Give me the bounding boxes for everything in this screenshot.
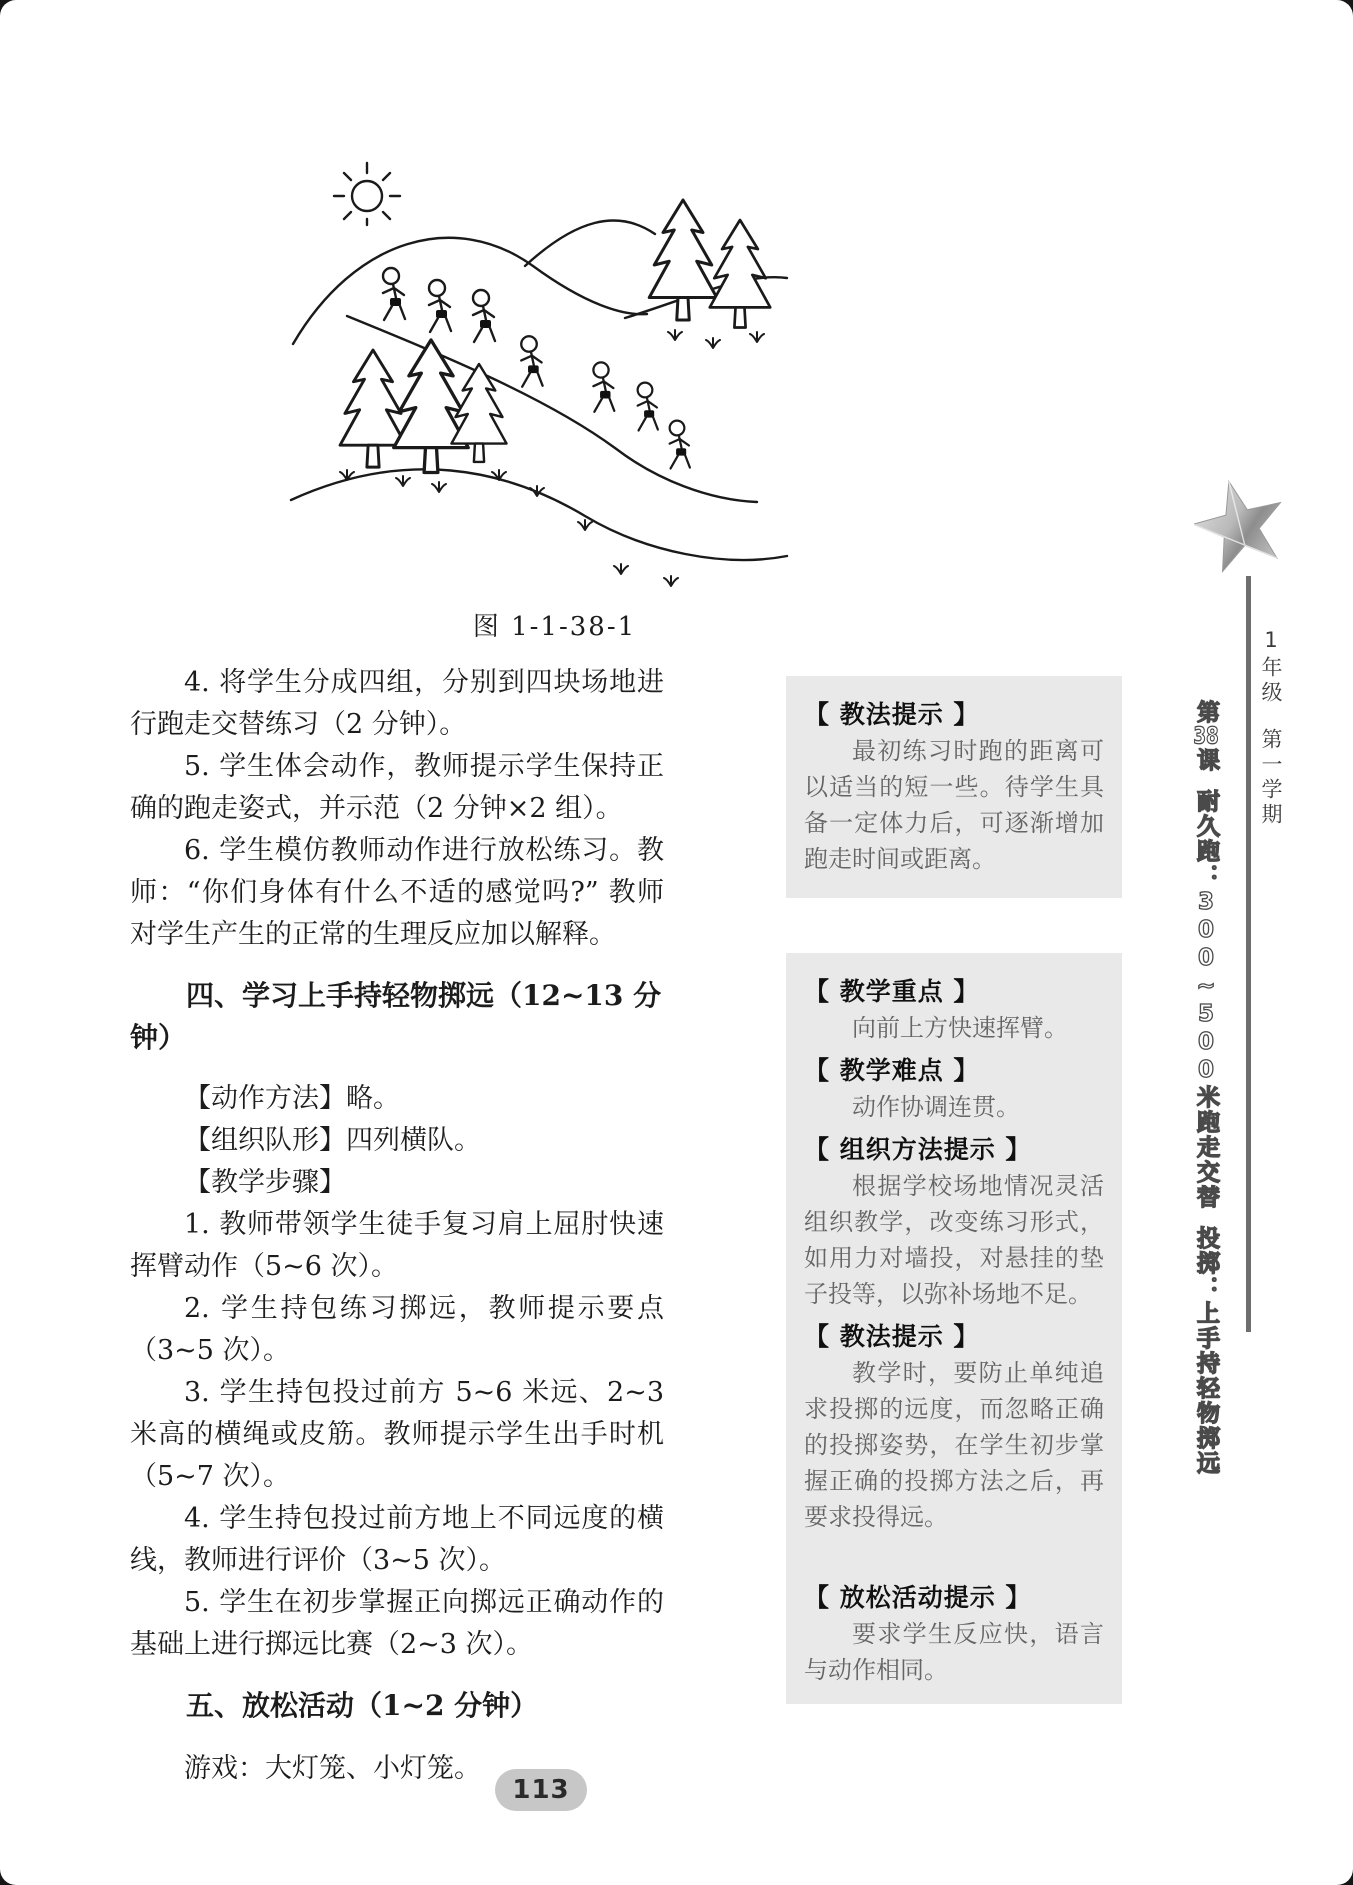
grade-label: 1年级 — [1259, 628, 1283, 706]
tip-heading: 【 组织方法提示 】 — [804, 1135, 1032, 1164]
tip-heading: 【 教法提示 】 — [804, 1322, 980, 1351]
lesson-title-seg: 课 — [1193, 748, 1219, 773]
figure-caption: 图 1-1-38-1 — [472, 612, 637, 642]
step-item: 2. 学生持包练习掷远，教师提示要点（3~5 次）。 — [130, 1293, 664, 1366]
lesson-number: 38 — [1193, 725, 1219, 748]
step-item: 5. 学生在初步掌握正向掷远正确动作的基础上进行掷远比赛（2~3 次）。 — [130, 1587, 664, 1660]
step-item: 3. 学生持包投过前方 5~6 米远、2~3 米高的横绳或皮筋。教师提示学生出手时机（5~7 次）。 — [130, 1377, 664, 1492]
label-line: 【教学步骤】 — [184, 1167, 346, 1198]
step-item: 5. 学生体会动作，教师提示学生保持正确的跑走姿式，并示范（2 分钟×2 组）。 — [130, 751, 664, 824]
lesson-title-seg: 投掷：上手持轻物掷远 — [1193, 1226, 1219, 1476]
lesson-title-vertical — [1190, 700, 1223, 1476]
page-number-badge — [495, 1769, 587, 1811]
game-line: 游戏：大灯笼、小灯笼。 — [184, 1753, 481, 1784]
lesson-title-seg: 米跑走交替 — [1193, 1085, 1219, 1210]
lesson-title-seg: ~ — [1193, 973, 1219, 1001]
tip-body: 根据学校场地情况灵活组织教学，改变练习形式，如用力对墙投，对悬挂的垫子投等，以弥补场地不足。 — [804, 1172, 1104, 1308]
tip-body: 动作协调连贯。 — [852, 1093, 1020, 1121]
step-item: 1. 教师带领学生徒手复习肩上屈肘快速挥臂动作（5~6 次）。 — [130, 1209, 664, 1282]
lesson-title-seg: 第 — [1193, 700, 1219, 725]
spine-divider-line — [1246, 576, 1251, 1332]
semester-label: 第一学期 — [1259, 728, 1283, 828]
tip-box-key-points — [786, 953, 1122, 1704]
main-text-column — [130, 662, 664, 1790]
foreground-slope-line — [291, 469, 787, 560]
tip-heading: 【 放松活动提示 】 — [804, 1583, 1032, 1612]
step-item: 4. 学生持包投过前方地上不同远度的横线，教师进行评价（3~5 次）。 — [130, 1503, 664, 1576]
lesson-title-seg: 500 — [1193, 1001, 1219, 1085]
tip-body: 向前上方快速挥臂。 — [852, 1014, 1068, 1042]
figure-illustration — [285, 148, 790, 600]
star-icon — [1194, 474, 1286, 578]
tip-body: 要求学生反应快，语言与动作相同。 — [804, 1620, 1104, 1684]
lesson-title-seg: 300 — [1193, 889, 1219, 973]
sun-icon — [334, 163, 400, 225]
running-scene-drawing — [285, 148, 790, 598]
tip-heading: 【 教法提示 】 — [804, 700, 980, 729]
page-number: 113 — [512, 1775, 570, 1805]
tip-body: 教学时，要防止单纯追求投掷的远度，而忽略正确的投掷姿势，在学生初步掌握正确的投掷方法之后，再要求投得远。 — [804, 1359, 1104, 1531]
tip-box-teaching-method — [786, 676, 1122, 898]
lesson-title-seg: 耐久跑： — [1193, 789, 1219, 889]
tip-body: 最初练习时跑的距离可以适当的短一些。待学生具备一定体力后，可逐渐增加跑走时间或距离。 — [804, 737, 1104, 873]
hill-line — [293, 238, 647, 344]
step-item: 4. 将学生分成四组，分别到四块场地进行跑走交替练习（2 分钟）。 — [130, 667, 664, 740]
grade-semester-label — [1256, 628, 1286, 848]
section-heading-5: 五、放松活动（1~2 分钟） — [186, 1689, 539, 1722]
ridge-line — [525, 220, 655, 266]
section-heading-4: 四、学习上手持轻物掷远（12~13 分钟） — [130, 979, 662, 1054]
tip-heading: 【 教学重点 】 — [804, 977, 980, 1006]
label-line: 【组织队形】四列横队。 — [184, 1125, 481, 1156]
tip-heading: 【 教学难点 】 — [804, 1056, 980, 1085]
step-item: 6. 学生模仿教师动作进行放松练习。教师：“你们身体有什么不适的感觉吗?” 教师对学生产生的正常的生理反应加以解释。 — [130, 835, 664, 950]
label-line: 【动作方法】略。 — [184, 1083, 400, 1114]
